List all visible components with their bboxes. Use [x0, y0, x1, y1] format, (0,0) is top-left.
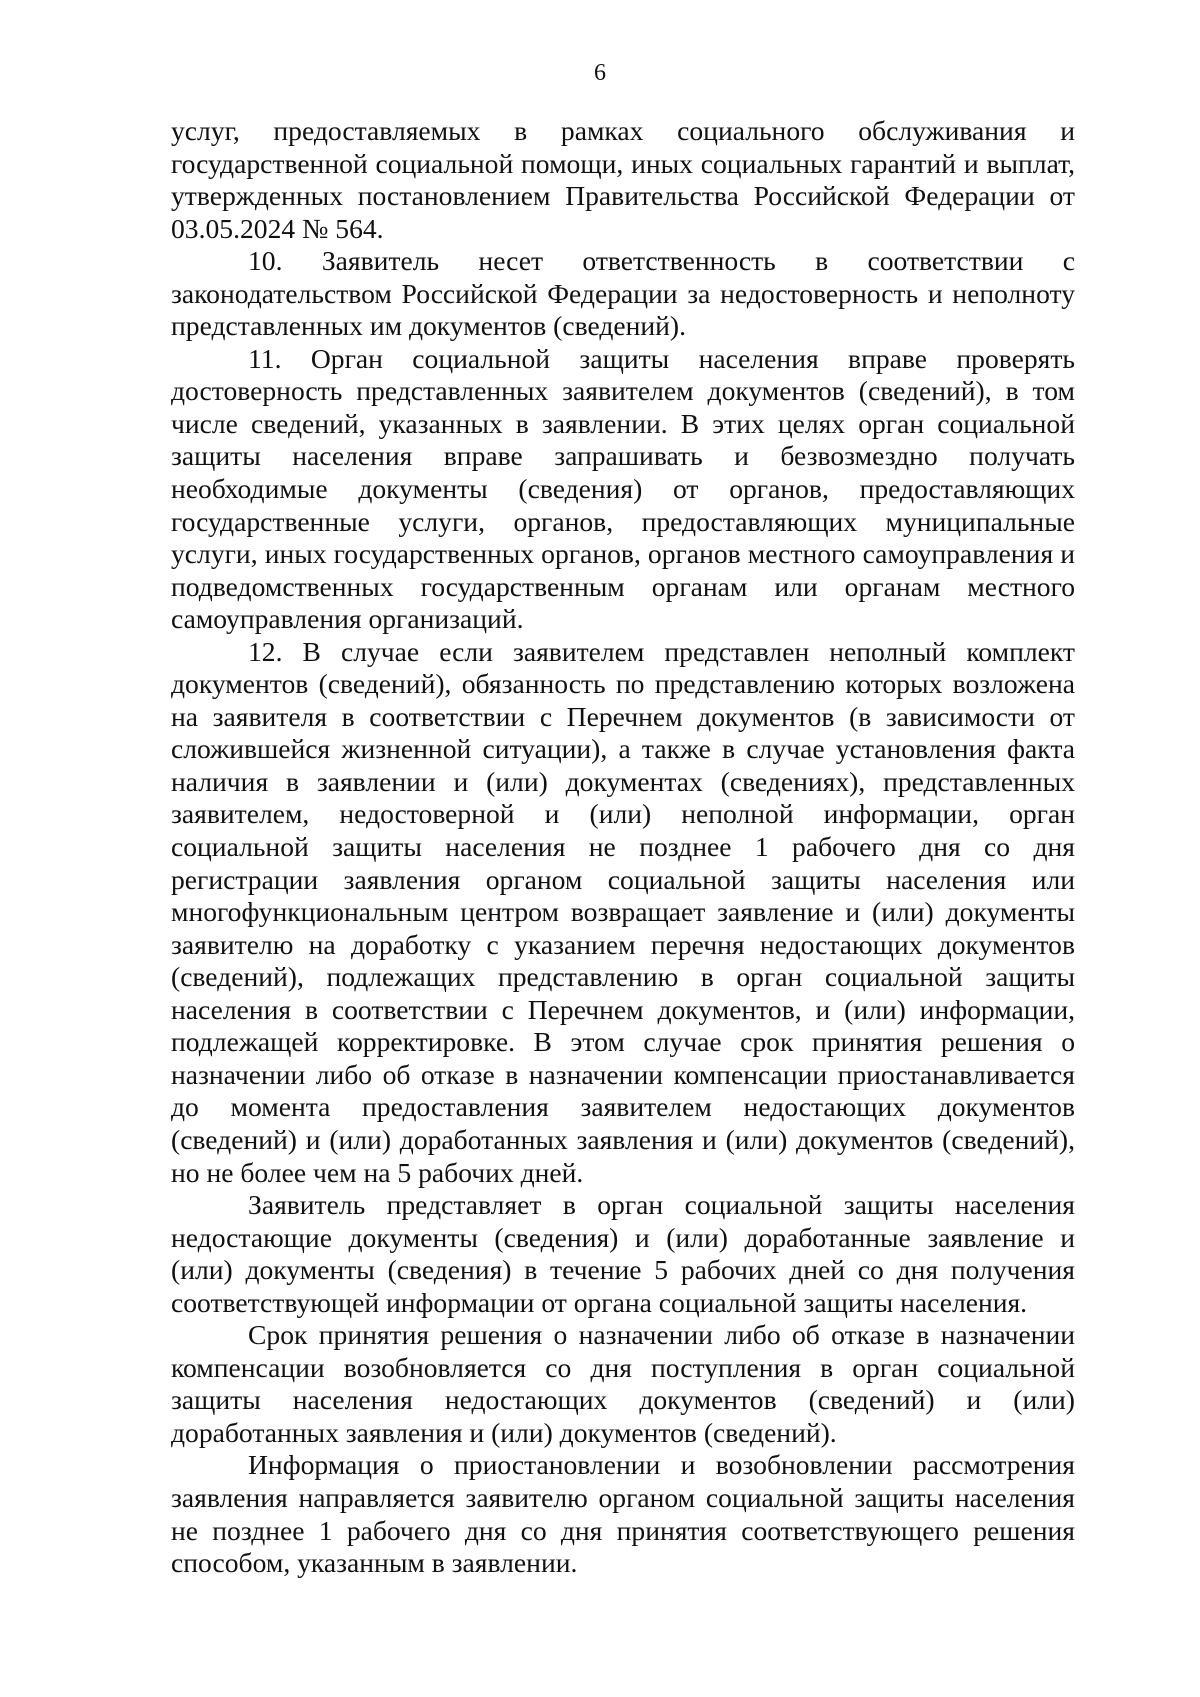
- paragraph-applicant-submission: Заявитель представляет в орган социальной защиты населения недостающие документы (сведения) и (или) доработанные заявление и (или) документы (сведения) в течение 5 рабочих дней со дня получения соответствующей информации от органа социальной защиты населения.: [171, 1189, 1075, 1318]
- paragraph-item-11: 11. Орган социальной защиты населения вправе проверять достоверность представленных заявителем документов (сведений), в том числе сведений, указанных в заявлении. В этих целях орган социальной защиты населения вправе запрашивать и безвозмездно получать необходимые документы (сведения) от органов, предоставляющих государственные услуги, органов, предоставляющих муниципальные услуги, иных государственных органов, органов местного самоуправления и подведомственных государственным органам или органам местного самоуправления организаций.: [171, 342, 1075, 635]
- paragraph-item-10: 10. Заявитель несет ответственность в соответствии с законодательством Российской Федерации за недостоверность и неполноту представленных им документов (сведений).: [171, 245, 1075, 342]
- document-body: [171, 115, 1075, 1580]
- paragraph-decision-resumption: Срок принятия решения о назначении либо об отказе в назначении компенсации возобновляется со дня поступления в орган социальной защиты населения недостающих документов (сведений) и (или) доработанных заявления и (или) документов (сведений).: [171, 1319, 1075, 1448]
- paragraph-item-12: 12. В случае если заявителем представлен неполный комплект документов (сведений), обязанность по представлению которых возложена на заявителя в соответствии с Перечнем документов (в зависимости от сложившейся жизненной ситуации), а также в случае установления факта наличия в заявлении и (или) документах (сведениях), представленных заявителем, недостоверной и (или) неполной информации, орган социальной защиты населения не позднее 1 рабочего дня со дня регистрации заявления органом социальной защиты населения или многофункциональным центром возвращает заявление и (или) документы заявителю на доработку с указанием перечня недостающих документов (сведений), подлежащих представлению в орган социальной защиты населения в соответствии с Перечнем документов, и (или) информации, подлежащей корректировке. В этом случае срок принятия решения о назначении либо об отказе в назначении компенсации приостанавливается до момента предоставления заявителем недостающих документов (сведений) и (или) доработанных заявления и (или) документов (сведений), но не более чем на 5 рабочих дней.: [171, 635, 1075, 1188]
- page-number: 6: [594, 60, 606, 86]
- paragraph-continuation: услуг, предоставляемых в рамках социального обслуживания и государственной социальной помощи, иных социальных гарантий и выплат, утвержденных постановлением Правительства Российской Федерации от 03.05.2024 № 564.: [171, 115, 1075, 244]
- paragraph-notification: Информация о приостановлении и возобновлении рассмотрения заявления направляется заявителю органом социальной защиты населения не позднее 1 рабочего дня со дня принятия соответствующего решения способом, указанным в заявлении.: [171, 1449, 1075, 1579]
